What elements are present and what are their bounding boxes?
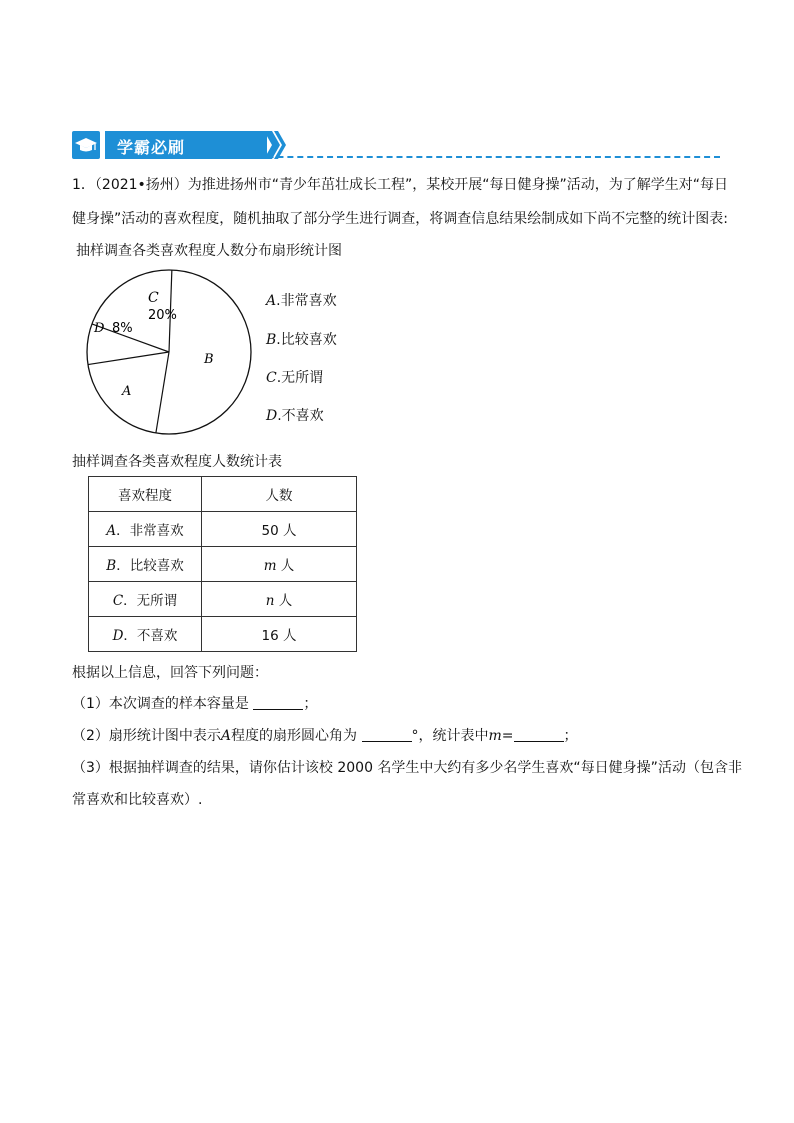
- legend-item-c: C.无所谓: [266, 370, 324, 386]
- table-row: [89, 512, 357, 547]
- pie-label-c: C: [148, 290, 159, 306]
- answer-blank-1[interactable]: [253, 695, 303, 710]
- header-count: 人数: [202, 477, 357, 512]
- question-line-2: 健身操”活动的喜欢程度，随机抽取了部分学生进行调查，将调查信息结果绘制成如下尚不完整的统计图表:: [72, 211, 728, 227]
- banner-title: 学霸必刷: [117, 138, 186, 157]
- question-line-1: 1．（2021•扬州）为推进扬州市“青少年茁壮成长工程”，某校开展“每日健身操”活动，为了解学生对“每日: [72, 177, 729, 193]
- question-3-line-1: （3）根据抽样调查的结果，请你估计该校 2000 名学生中大约有多少名学生喜欢“每日健身操”活动（包含非: [72, 760, 742, 776]
- row-count: 16 人: [202, 617, 357, 652]
- questions-intro: 根据以上信息，回答下列问题：: [72, 665, 268, 681]
- pie-label-a: A: [122, 384, 132, 399]
- pie-label-b: B: [204, 352, 214, 367]
- row-level: A．非常喜欢: [89, 512, 202, 547]
- question-2: （2）扇形统计图中表示A程度的扇形圆心角为 °，统计表中m= ；: [72, 728, 578, 744]
- pie-chart: [82, 268, 258, 440]
- table-row: [89, 547, 357, 582]
- table-title: 抽样调查各类喜欢程度人数统计表: [72, 454, 282, 470]
- row-level: C．无所谓: [89, 582, 202, 617]
- table-row: [89, 617, 357, 652]
- question-3-line-2: 常喜欢和比较喜欢）.: [72, 792, 203, 808]
- answer-blank-2[interactable]: [362, 727, 412, 742]
- graduation-cap-icon: [72, 131, 100, 159]
- answer-blank-3[interactable]: [514, 727, 564, 742]
- pie-label-d: D: [94, 321, 105, 336]
- legend-item-b: B.比较喜欢: [266, 332, 337, 348]
- pie-label-d-percent: 8%: [112, 321, 133, 336]
- table-header-row: [89, 477, 357, 512]
- stats-table: [88, 476, 357, 652]
- banner-title-box: [105, 131, 267, 159]
- row-count: n 人: [202, 582, 357, 617]
- legend-item-d: D.不喜欢: [266, 408, 324, 424]
- header-level: 喜欢程度: [89, 477, 202, 512]
- pie-label-c-percent: 20%: [148, 308, 177, 323]
- row-level: B．比较喜欢: [89, 547, 202, 582]
- pie-chart-title: 抽样调查各类喜欢程度人数分布扇形统计图: [76, 243, 342, 259]
- question-1: （1）本次调查的样本容量是 ；: [72, 696, 318, 712]
- row-count: 50 人: [202, 512, 357, 547]
- row-level: D．不喜欢: [89, 617, 202, 652]
- banner-divider: [208, 156, 720, 158]
- row-count: m 人: [202, 547, 357, 582]
- legend-item-a: A.非常喜欢: [266, 293, 337, 309]
- table-row: [89, 582, 357, 617]
